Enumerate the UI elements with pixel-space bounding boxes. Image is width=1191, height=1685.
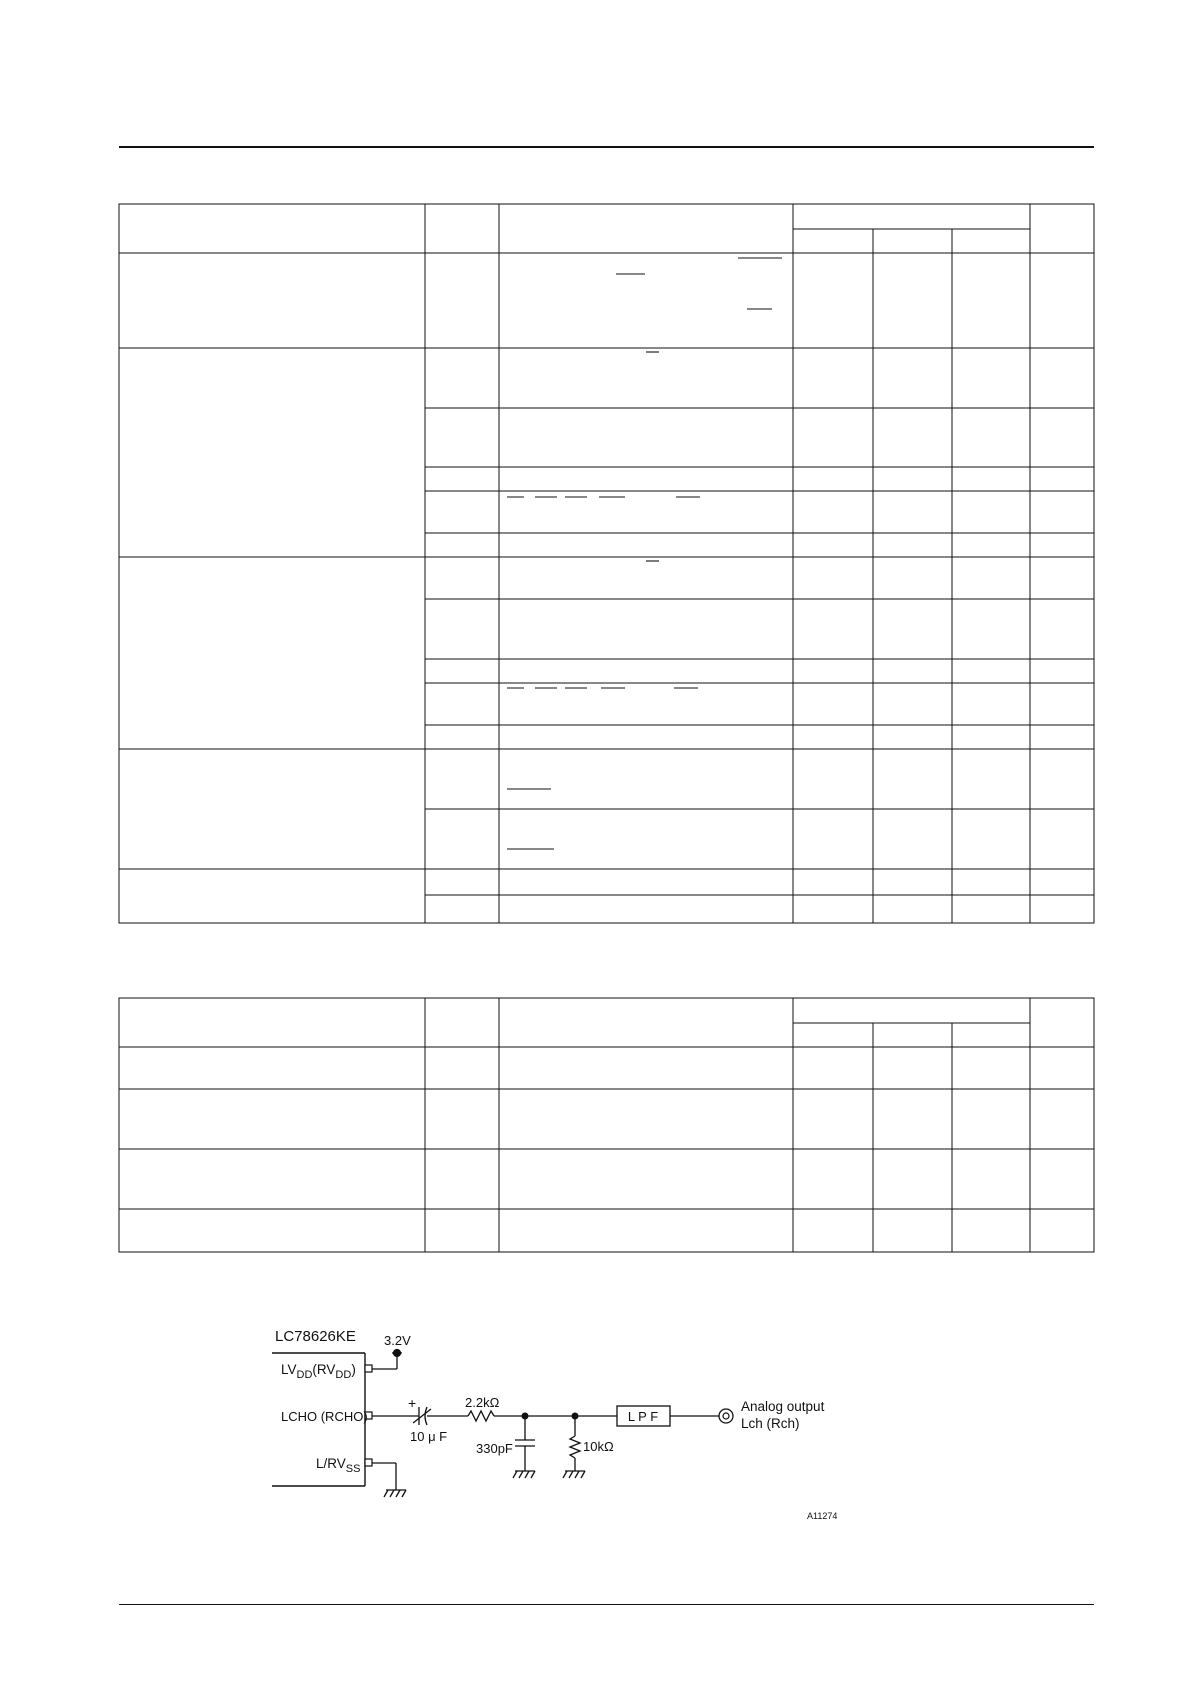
capacitor-polarity-mark: + xyxy=(408,1395,417,1411)
vss-ground-icon xyxy=(372,1463,406,1497)
junction-dot xyxy=(572,1413,579,1420)
load-resistor-label: 10kΩ xyxy=(583,1439,614,1454)
output-pin-label: LCHO (RCHO) xyxy=(281,1409,368,1424)
chip-name: LC78626KE xyxy=(275,1328,356,1345)
analog-output-label: Analog output xyxy=(741,1399,825,1414)
shunt-capacitor-symbol xyxy=(513,1416,535,1478)
vdd-pin-label: $LV_{DD}(RV_{DD})$ xyxy=(281,1362,356,1381)
supply-voltage-label: 3.2V xyxy=(384,1333,411,1348)
lpf-label: L P F xyxy=(627,1409,659,1424)
coupling-capacitor-label: 10 μ F xyxy=(410,1429,448,1444)
load-resistor-symbol xyxy=(563,1416,585,1478)
figure-code: A11274 xyxy=(807,1511,838,1521)
junction-dot xyxy=(522,1413,529,1420)
coupling-capacitor-symbol xyxy=(372,1407,468,1425)
vss-pin-label: $L/RV_{SS}$ xyxy=(316,1456,361,1475)
series-resistor-symbol xyxy=(468,1411,617,1421)
series-resistor-label: 2.2kΩ xyxy=(465,1395,500,1410)
output-jack-center xyxy=(723,1413,729,1419)
vdd-pin xyxy=(365,1365,372,1372)
shunt-capacitor-label: 330pF xyxy=(476,1441,513,1456)
vss-pin xyxy=(365,1459,372,1466)
supply-node xyxy=(372,1350,402,1370)
analog-output-channel: Lch (Rch) xyxy=(741,1416,800,1431)
